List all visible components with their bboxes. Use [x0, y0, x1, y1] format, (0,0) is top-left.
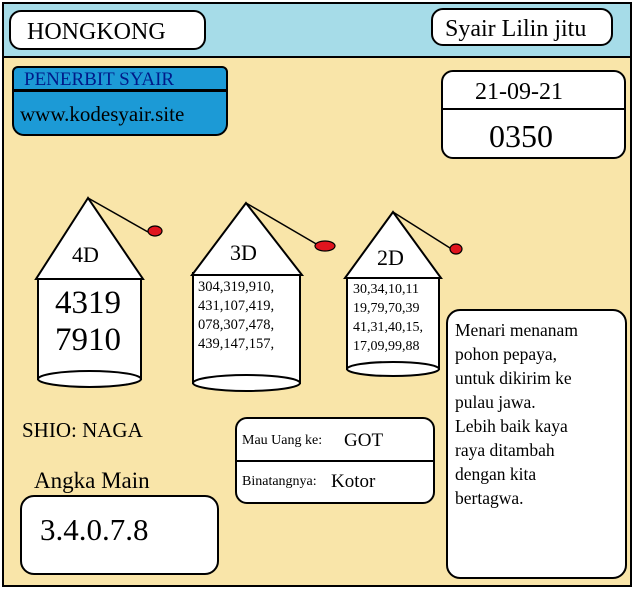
market-name: HONGKONG	[27, 19, 166, 45]
syair-line: pohon pepaya,	[455, 344, 558, 364]
house-2d-line: 19,79,70,39	[353, 301, 420, 316]
syair-line: pulau jawa.	[455, 392, 536, 412]
syair-line: Menari menanam	[455, 320, 578, 340]
syair-line: raya ditambah	[455, 440, 555, 460]
flame-icon	[315, 241, 335, 251]
syair-line: bertagwa.	[455, 488, 524, 508]
binatang-label: Binatangnya:	[242, 474, 317, 489]
syair-text-box	[446, 309, 627, 579]
flame-icon	[148, 226, 162, 236]
house-4d-line: 4319	[55, 285, 121, 321]
mau-uang-value: GOT	[344, 430, 384, 451]
angka-main-value: 3.4.0.7.8	[40, 512, 149, 547]
publisher-label: PENERBIT SYAIR	[24, 69, 175, 90]
divider	[237, 460, 433, 462]
draw-number: 0350	[489, 118, 553, 154]
house-3d-label: 3D	[230, 240, 257, 265]
house-3d	[192, 203, 335, 391]
draw-date: 21-09-21	[475, 79, 563, 105]
house-2d-line: 30,34,10,11	[353, 282, 419, 297]
house-3d-line: 304,319,910,	[198, 279, 275, 295]
house-2d-line: 41,31,40,15,	[353, 320, 423, 335]
house-2d-label: 2D	[377, 245, 404, 270]
info-box	[235, 417, 435, 504]
mau-uang-label: Mau Uang ke:	[242, 433, 323, 448]
house-3d-line: 439,147,157,	[198, 336, 275, 352]
syair-line: dengan kita	[455, 464, 537, 484]
angka-main-box	[20, 495, 219, 575]
house-4d-label: 4D	[72, 242, 99, 267]
house-3d-line: 431,107,419,	[198, 298, 275, 314]
syair-line: untuk dikirim ke	[455, 368, 572, 388]
page-title: Syair Lilin jitu	[445, 16, 587, 42]
shio-text: SHIO: NAGA	[22, 418, 143, 442]
house-4d-line: 7910	[55, 322, 121, 358]
house-2d-line: 17,09,99,88	[353, 339, 420, 354]
house-3d-line: 078,307,478,	[198, 317, 275, 333]
syair-line: Lebih baik kaya	[455, 416, 568, 436]
angka-main-label: Angka Main	[34, 468, 150, 493]
flame-icon	[450, 244, 462, 254]
publisher-url-link[interactable]: www.kodesyair.site	[20, 102, 185, 126]
binatang-value: Kotor	[331, 471, 376, 492]
